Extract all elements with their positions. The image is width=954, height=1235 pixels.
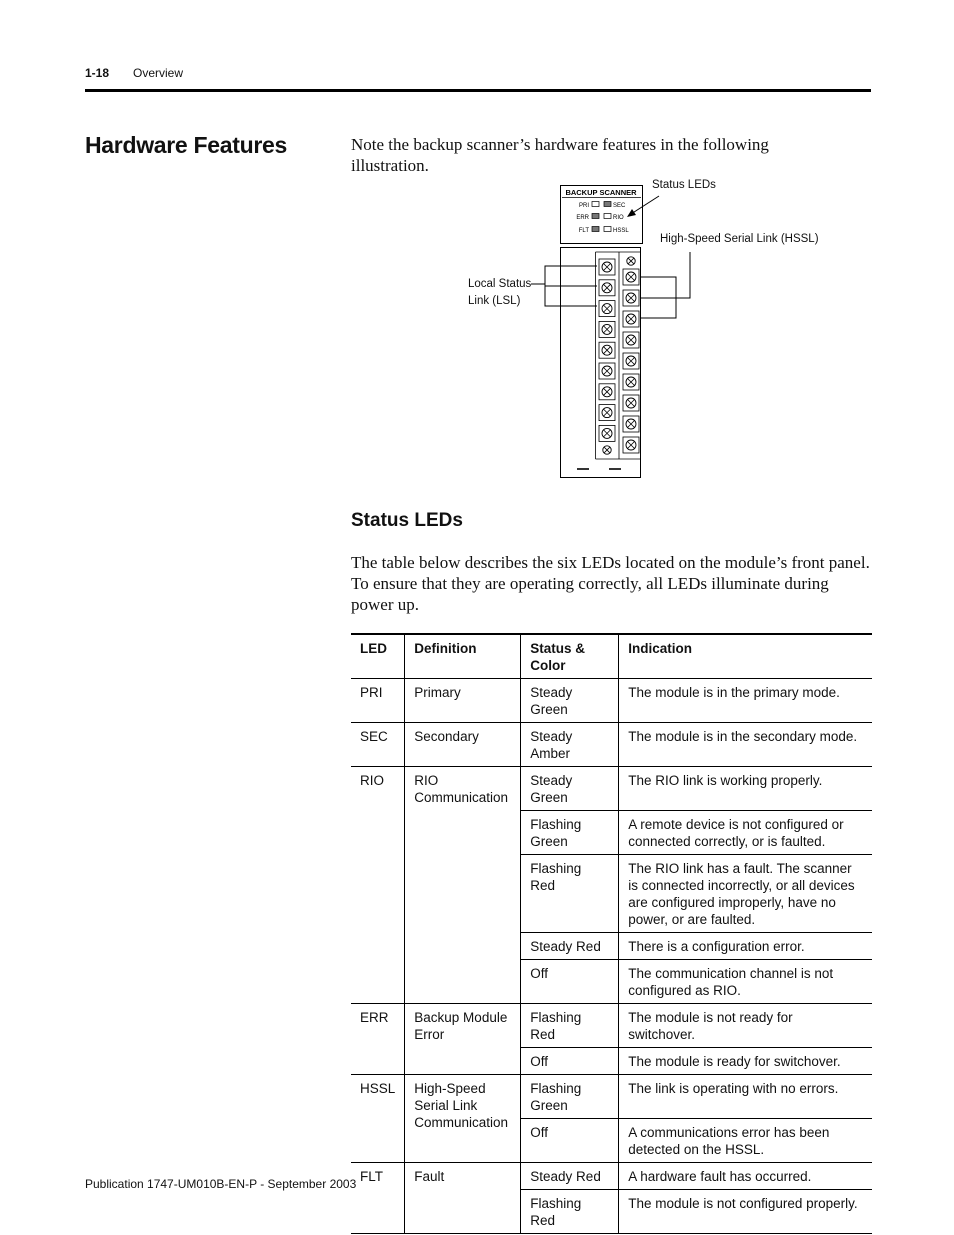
- cell-status: Steady Green: [521, 679, 619, 723]
- terminal-screw-icon: [599, 425, 615, 441]
- cell-definition: Fault: [405, 1163, 521, 1234]
- terminal-screw-icon: [623, 416, 639, 432]
- led-sec-indicator: [604, 202, 611, 207]
- terminal-screw-icon: [599, 301, 615, 317]
- table-header-row: [351, 634, 872, 679]
- terminal-screw-icon: [599, 363, 615, 379]
- table-row: [351, 1075, 872, 1119]
- cell-indication: The module is ready for switchover.: [619, 1048, 872, 1075]
- led-label-pri: PRI: [578, 203, 589, 209]
- cell-definition: Backup Module Error: [405, 1004, 521, 1075]
- led-flt-indicator: [592, 227, 599, 232]
- terminal-screw-icon: [599, 280, 615, 296]
- cell-status: Steady Red: [521, 933, 619, 960]
- callout-status-leds: Status LEDs: [652, 179, 716, 191]
- cell-status: Flashing Green: [521, 811, 619, 855]
- terminal-screw-icon: [623, 374, 639, 390]
- cell-led: HSSL: [351, 1075, 405, 1163]
- cell-status: Steady Red: [521, 1163, 619, 1190]
- header-rule: [85, 89, 871, 92]
- callout-lsl-line2: Link (LSL): [468, 295, 521, 307]
- cell-status: Off: [521, 1119, 619, 1163]
- terminal-screw-icon: [599, 384, 615, 400]
- cell-status: Flashing Red: [521, 1190, 619, 1234]
- cell-indication: The RIO link is working properly.: [619, 767, 872, 811]
- cell-status: Flashing Green: [521, 1075, 619, 1119]
- terminal-screw-icon: [603, 446, 611, 454]
- page-number: 1-18: [85, 66, 110, 80]
- header-led: LED: [351, 634, 405, 679]
- cell-indication: A hardware fault has occurred.: [619, 1163, 872, 1190]
- terminal-screw-icon: [627, 257, 635, 265]
- cell-definition: RIO Communication: [405, 767, 521, 1004]
- terminal-screw-icon: [599, 342, 615, 358]
- cell-indication: The link is operating with no errors.: [619, 1075, 872, 1119]
- cell-indication: The module is in the secondary mode.: [619, 723, 872, 767]
- callout-lsl-line1: Local Status: [468, 278, 532, 290]
- terminal-screw-icon: [623, 353, 639, 369]
- cell-indication: The module is not configured properly.: [619, 1190, 872, 1234]
- cell-status: Flashing Red: [521, 1004, 619, 1048]
- led-label-hssl: HSSL: [613, 228, 629, 234]
- terminal-screw-icon: [599, 321, 615, 337]
- terminal-screw-icon: [623, 437, 639, 453]
- led-label-flt: FLT: [578, 228, 589, 234]
- cell-status: Flashing Red: [521, 855, 619, 933]
- terminal-screw-icon: [623, 311, 639, 327]
- callout-hssl: High-Speed Serial Link (HSSL): [660, 233, 819, 245]
- table-row: [351, 679, 872, 723]
- cell-status: Steady Green: [521, 767, 619, 811]
- cell-status: Off: [521, 960, 619, 1004]
- table-row: [351, 1004, 872, 1048]
- header-indication: Indication: [619, 634, 872, 679]
- led-pri-indicator: [592, 202, 599, 207]
- terminal-screw-icon: [623, 332, 639, 348]
- section-heading: Status LEDs: [351, 510, 463, 531]
- table-row: [351, 723, 872, 767]
- header-status-color: Status & Color: [521, 634, 619, 679]
- section-name: Overview: [133, 66, 184, 80]
- terminal-screw-icon: [623, 395, 639, 411]
- terminal-screw-icon: [623, 290, 639, 306]
- cell-led: RIO: [351, 767, 405, 1004]
- cell-indication: The communication channel is not configured as RIO.: [619, 960, 872, 1004]
- body-paragraph: The table below describes the six LEDs located on the module’s front panel. To ensure that they are operating correctly, all LEDs illuminate during power up.: [351, 553, 870, 614]
- cell-indication: The RIO link has a fault. The scanner is connected incorrectly, or all devices are configured improperly, have no power, or are faulted.: [619, 855, 872, 933]
- led-hssl-indicator: [604, 227, 611, 232]
- cell-status: Steady Amber: [521, 723, 619, 767]
- led-label-rio: RIO: [613, 215, 624, 221]
- led-err-indicator: [592, 214, 599, 219]
- header-definition: Definition: [405, 634, 521, 679]
- terminal-screw-icon: [599, 259, 615, 275]
- backup-scanner-illustration: [440, 176, 830, 482]
- cell-status: Off: [521, 1048, 619, 1075]
- cell-indication: A remote device is not configured or connected correctly, or is faulted.: [619, 811, 872, 855]
- cell-indication: A communications error has been detected on the HSSL.: [619, 1119, 872, 1163]
- cell-led: PRI: [351, 679, 405, 723]
- cell-led: ERR: [351, 1004, 405, 1075]
- table-row: [351, 767, 872, 811]
- cell-definition: Primary: [405, 679, 521, 723]
- cell-led: SEC: [351, 723, 405, 767]
- table-row: [351, 1163, 872, 1190]
- intro-paragraph: Note the backup scanner’s hardware features in the following illustration.: [351, 135, 769, 175]
- led-label-sec: SEC: [613, 203, 626, 209]
- cell-indication: The module is in the primary mode.: [619, 679, 872, 723]
- led-rio-indicator: [604, 214, 611, 219]
- publication-footer: Publication 1747-UM010B-EN-P - September 2003: [85, 1177, 357, 1191]
- page-title: Hardware Features: [85, 132, 287, 158]
- cell-indication: The module is not ready for switchover.: [619, 1004, 872, 1048]
- cell-led: FLT: [351, 1163, 405, 1234]
- status-led-table: [351, 633, 872, 1234]
- cell-indication: There is a configuration error.: [619, 933, 872, 960]
- led-label-err: ERR: [576, 215, 589, 221]
- terminal-screw-icon: [623, 269, 639, 285]
- cell-definition: Secondary: [405, 723, 521, 767]
- cell-definition: High-Speed Serial Link Communication: [405, 1075, 521, 1163]
- terminal-screw-icon: [599, 405, 615, 421]
- panel-title: BACKUP SCANNER: [565, 188, 637, 197]
